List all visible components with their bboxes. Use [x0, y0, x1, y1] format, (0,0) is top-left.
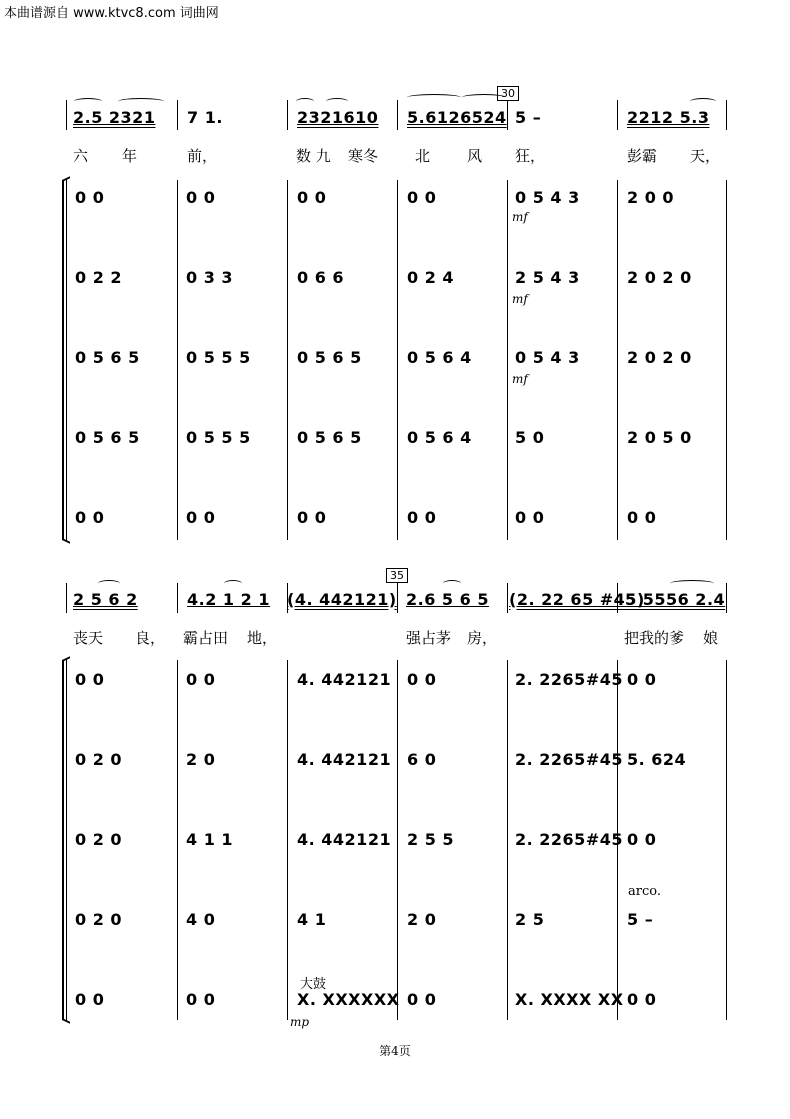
page-number: 第4页 [379, 1044, 411, 1058]
dynamic-mark: mf [512, 292, 528, 306]
part-5-measure-2: 0 0 [186, 508, 216, 527]
part-2-measure-3: 0 6 6 [297, 268, 345, 287]
voice-measure-8: 4.2 1 2 1 [187, 590, 270, 609]
part-5-measure-4: 0 0 [407, 508, 437, 527]
part-4-measure-2: 4 0 [186, 910, 216, 929]
part-3-measure-2: 4 1 1 [186, 830, 234, 849]
part-5-measure-1: 0 0 [75, 990, 105, 1009]
part-1-measure-4: 0 0 [407, 188, 437, 207]
voice-measure-1: 2.5 2321 [73, 108, 156, 127]
lyric: 狂， [515, 147, 546, 165]
part-3-measure-6: 0 0 [627, 830, 657, 849]
part-2-measure-2: 2 0 [186, 750, 216, 769]
part-1-measure-5: 0 5 4 3 [515, 188, 580, 207]
dynamic-mark: mp [290, 1015, 310, 1029]
part-5-measure-6: 0 0 [627, 990, 657, 1009]
part-4-measure-5: 5 0 [515, 428, 545, 447]
part-5-measure-5: 0 0 [515, 508, 545, 527]
lyric: 风 [467, 147, 483, 165]
part-4-measure-6: 2 0 5 0 [627, 428, 692, 447]
lyric: 房， [467, 629, 498, 647]
rehearsal-mark: 35 [386, 568, 408, 583]
lyric: 年 [122, 147, 138, 165]
part-5-measure-4: 0 0 [407, 990, 437, 1009]
lyric: 地， [247, 629, 278, 647]
voice-measure-6: 2212 5.3 [627, 108, 710, 127]
part-2-measure-5: 2 5 4 3 [515, 268, 580, 287]
lyric: 霸占田 [183, 629, 229, 647]
part-1-measure-5: 2. 2265#45 [515, 670, 623, 689]
part-4-measure-6: 5 – [627, 910, 654, 929]
part-3-measure-5: 2. 2265#45 [515, 830, 623, 849]
lyric: 天， [690, 147, 721, 165]
part-4-measure-1: 0 2 0 [75, 910, 123, 929]
part-3-measure-5: 0 5 4 3 [515, 348, 580, 367]
part-3-measure-6: 2 0 2 0 [627, 348, 692, 367]
part-1-measure-3: 0 0 [297, 188, 327, 207]
part-2-measure-6: 5. 624 [627, 750, 687, 769]
dynamic-mark: mf [512, 210, 528, 224]
dynamic-mark: mf [512, 372, 528, 386]
part-1-measure-2: 0 0 [186, 670, 216, 689]
part-2-measure-5: 2. 2265#45 [515, 750, 623, 769]
part-3-measure-3: 4. 442121 [297, 830, 392, 849]
system-bracket [62, 660, 64, 1020]
part-5-measure-6: 0 0 [627, 508, 657, 527]
lyric: 数 九 [296, 147, 331, 165]
part-2-measure-1: 0 2 2 [75, 268, 123, 287]
rehearsal-mark: 30 [497, 86, 519, 101]
lyric: 彭霸 [627, 147, 658, 165]
lyric: 前， [187, 147, 218, 165]
part-3-measure-2: 0 5 5 5 [186, 348, 251, 367]
voice-measure-10: 2.6 5 6 5 [406, 590, 489, 609]
system-bracket [62, 180, 64, 540]
lyric: 北 [415, 147, 431, 165]
part-5-measure-2: 0 0 [186, 990, 216, 1009]
voice-measure-5: 5 – [515, 108, 542, 127]
part-2-measure-4: 6 0 [407, 750, 437, 769]
part-5-measure-5: X. XXXX XX [515, 990, 624, 1009]
drum-label: 大鼓 [300, 977, 327, 992]
part-1-measure-1: 0 0 [75, 670, 105, 689]
part-2-measure-6: 2 0 2 0 [627, 268, 692, 287]
lyric: 良， [135, 629, 166, 647]
part-3-measure-3: 0 5 6 5 [297, 348, 362, 367]
voice-measure-12: 5 5556 2.4 [625, 590, 726, 609]
lyric: 丧天 [73, 629, 104, 647]
part-3-measure-4: 0 5 6 4 [407, 348, 472, 367]
part-4-measure-4: 2 0 [407, 910, 437, 929]
part-4-measure-2: 0 5 5 5 [186, 428, 251, 447]
part-1-measure-3: 4. 442121 [297, 670, 392, 689]
lyric: 六 [73, 147, 89, 165]
part-4-measure-4: 0 5 6 4 [407, 428, 472, 447]
voice-measure-7: 2 5 6 2 [73, 590, 138, 609]
part-4-measure-3: 4 1 [297, 910, 327, 929]
part-3-measure-1: 0 2 0 [75, 830, 123, 849]
part-1-measure-4: 0 0 [407, 670, 437, 689]
part-1-measure-1: 0 0 [75, 188, 105, 207]
voice-measure-4: 5.6126524 [407, 108, 507, 127]
voice-measure-2: 7 1. [187, 108, 223, 127]
part-2-measure-2: 0 3 3 [186, 268, 234, 287]
lyric: 寒冬 [348, 147, 379, 165]
part-1-measure-6: 2 0 0 [627, 188, 675, 207]
arco-label: arco. [628, 884, 661, 899]
part-1-measure-6: 0 0 [627, 670, 657, 689]
lyric: 强占茅 [406, 629, 452, 647]
part-2-measure-1: 0 2 0 [75, 750, 123, 769]
part-3-measure-1: 0 5 6 5 [75, 348, 140, 367]
part-5-measure-3: 0 0 [297, 508, 327, 527]
part-4-measure-3: 0 5 6 5 [297, 428, 362, 447]
part-5-measure-1: 0 0 [75, 508, 105, 527]
voice-measure-9: (4. 442121) [287, 590, 397, 609]
part-2-measure-4: 0 2 4 [407, 268, 455, 287]
voice-measure-3: 2321610 [297, 108, 379, 127]
lyric: 娘 [703, 629, 719, 647]
part-4-measure-5: 2 5 [515, 910, 545, 929]
part-1-measure-2: 0 0 [186, 188, 216, 207]
part-4-measure-1: 0 5 6 5 [75, 428, 140, 447]
voice-measure-11: (2. 22 65 #45) [509, 590, 645, 609]
part-5-measure-3: X. XXXXXX [297, 990, 400, 1009]
page-header: 本曲谱源自 www.ktvc8.com 词曲网 [4, 6, 219, 21]
part-2-measure-3: 4. 442121 [297, 750, 392, 769]
lyric: 把我的爹 [624, 629, 685, 647]
part-3-measure-4: 2 5 5 [407, 830, 455, 849]
